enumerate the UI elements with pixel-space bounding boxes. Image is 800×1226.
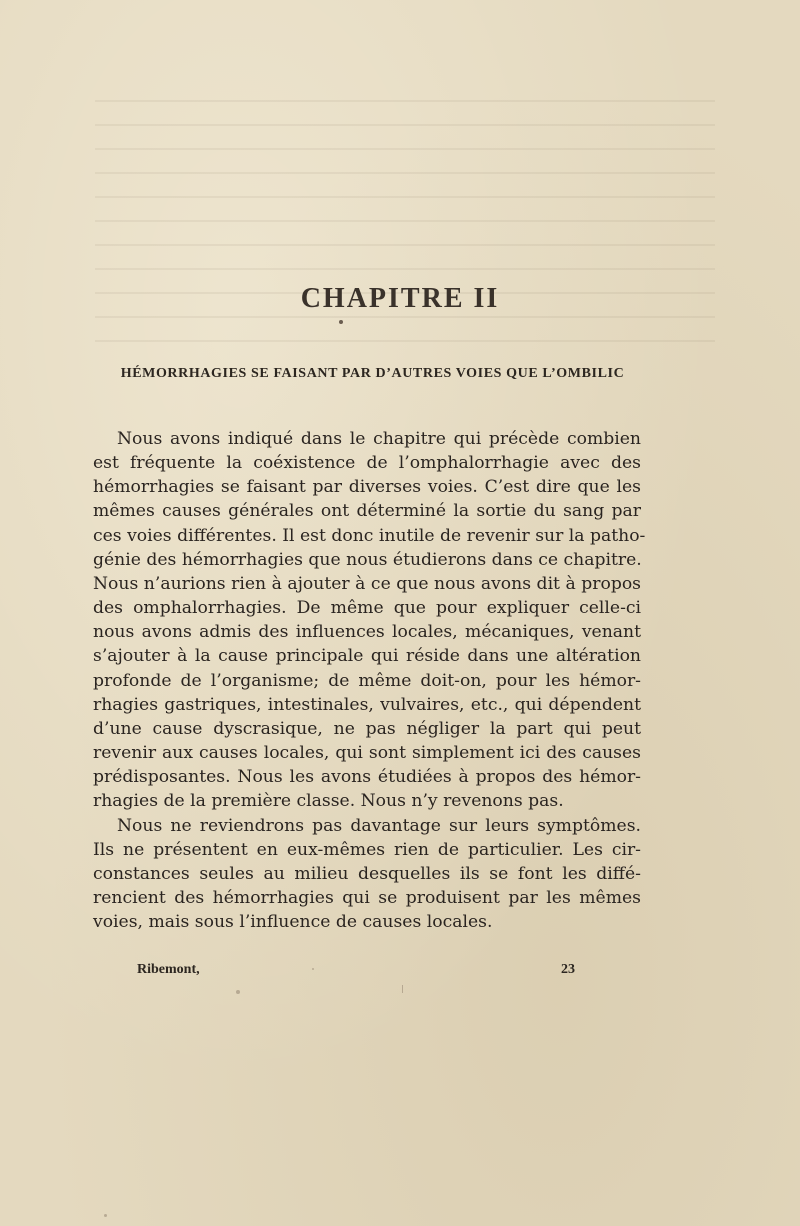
text-line: Nous n’aurions rien à ajouter à ce que nous avons dit à propos	[93, 573, 641, 594]
section-heading: HÉMORRHAGIES SE FAISANT PAR D’AUTRES VOIES QUE L’OMBILIC	[120, 366, 625, 381]
footer-signature: 23	[561, 962, 575, 977]
text-line: Nous avons indiqué dans le chapitre qui précède combien	[117, 429, 641, 449]
text-line: des omphalorrhagies. De même que pour expliquer celle-ci	[93, 598, 641, 619]
text-line: voies, mais sous l’influence de causes locales.	[93, 912, 493, 933]
body-text	[93, 427, 646, 934]
text-line: hémorrhagies se faisant par diverses voies. C’est dire que les	[93, 477, 641, 498]
text-line: Nous ne reviendrons pas davantage sur leurs symptômes.	[117, 815, 641, 836]
text-line: génie des hémorrhagies que nous étudierons dans ce chapitre.	[93, 549, 642, 570]
paper-speck	[104, 1214, 107, 1217]
text-line: revenir aux causes locales, qui sont simplement ici des causes	[93, 743, 641, 764]
text-line: Ils ne présentent en eux-mêmes rien de particulier. Les cir-	[93, 839, 641, 860]
text-line: d’une cause dyscrasique, ne pas négliger la part qui peut	[93, 718, 641, 739]
text-line: ces voies différentes. Il est donc inutile de revenir sur la patho-	[93, 525, 646, 546]
text-line: rhagies de la première classe. Nous n’y revenons pas.	[93, 791, 564, 812]
text-line: rencient des hémorrhagies qui se produisent par les mêmes	[93, 887, 641, 908]
text-line: nous avons admis des influences locales, mécaniques, venant	[93, 622, 641, 643]
chapter-title: CHAPITRE II	[300, 283, 500, 314]
text-line: prédisposantes. Nous les avons étudiées à propos des hémor-	[93, 767, 641, 788]
text-line: mêmes causes générales ont déterminé la sortie du sang par	[93, 501, 641, 522]
text-line: s’ajouter à la cause principale qui réside dans une altération	[93, 646, 641, 667]
paper-speck	[312, 968, 314, 970]
footer-author: Ribemont,	[137, 962, 200, 977]
ornament-dot	[339, 320, 343, 324]
paper-speck	[402, 985, 403, 993]
text-line: rhagies gastriques, intestinales, vulvaires, etc., qui dépendent	[93, 694, 641, 715]
text-line: est fréquente la coéxistence de l’omphalorrhagie avec des	[93, 453, 641, 474]
paper-speck	[236, 990, 240, 994]
text-line: profonde de l’organisme; de même doit-on, pour les hémor-	[93, 670, 641, 691]
text-line: constances seules au milieu desquelles ils se font les diffé-	[93, 863, 641, 884]
